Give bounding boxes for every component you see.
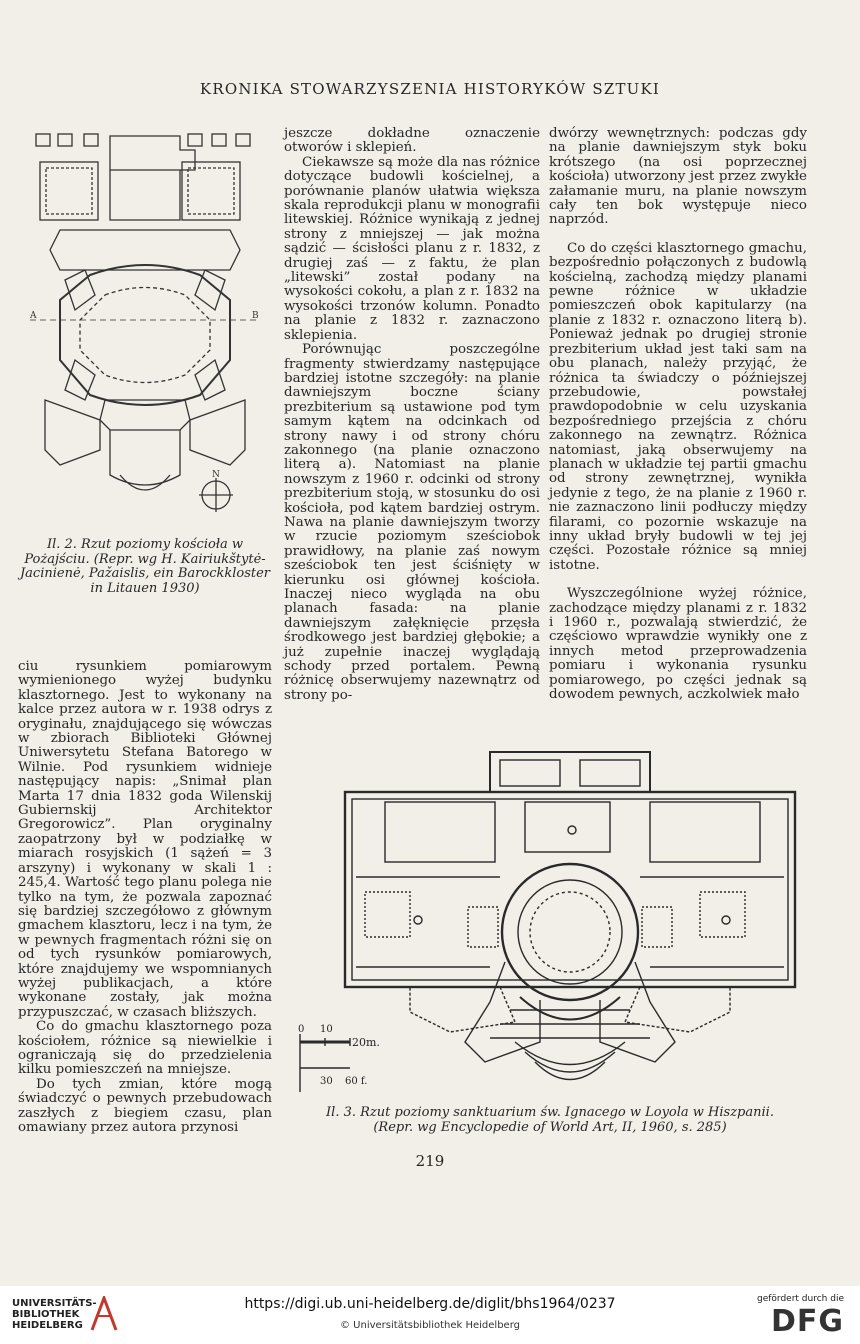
column-right [549,127,807,702]
figure-3-sanctuary-plan [290,742,810,1102]
library-logo-line: BIBLIOTHEK [12,1309,80,1320]
paragraph: Co do gmachu klasztornego poza kościołem, różnice są niewielkie i ograniczają się do przedzielenia kilku pomieszczeń na mniejsze. [18,1019,272,1078]
paragraph: Ciekawsze są może dla nas różnice dotyczące budowli kościelnej, a porównanie planów ułatwia większa skala reprodukcji planu w monografii litewskiej. Różnice wynikają z jednej strony z mniejszej — jak można sądzić — ścisłości planu z r. 1832, z drugiej zaś — z faktu, że plan „litewski” został podany na wysokości cokołu, a plan z r. 1832 na wysokości trzonów kolumn. Ponadto na planie z 1832 r. zaznaczono sklepienia. [284,154,540,343]
figure-3-caption-line: Il. 3. Rzut poziomy sanktuarium św. Ignacego w Loyola w Hiszpanii. [326,1105,774,1120]
paragraph: Do tych zmian, które mogą świadczyć o pewnych przebudowach zaszłych z biegiem czasu, plan omawiany przez autora przynosi [18,1076,272,1135]
copyright-text: © Universitätsbibliothek Heidelberg [339,1320,520,1331]
paragraph: Porównując poszczególne fragmenty stwierdzamy następujące bardziej istotne szczegóły: na planie dawniejszym boczne ściany prezbiterium są ustawione pod tym samym kątem na odcinkach od strony nawy i od strony chóru zakonnego (na planie oznaczono literą a). Natomiast na planie nowszym z 1960 r. odcinki od strony prezbiterium stoją, w stosunku do osi kościoła, pod kątem bardziej ostrym. Nawa na planie dawniejszym tworzy w rzucie poziomym sześciobok prawidłowy, na planie zaś nowym sześciobok ten jest ściśnięty w kierunku osi głównej kościoła. Inaczej nieco wygląda na obu planach fasada: na planie dawniejszym załęknięcie przęsła środkowego jest bardziej głębokie; a już zupełnie inaczej wyglądają schody przed portalem. Pewną różnicę obserwujemy nazewnątrz od strony po- [284,342,540,703]
axis-label-a: A [30,311,37,321]
scale-label-20m: 20m. [352,1036,380,1049]
figure-2-church-plan [30,130,270,520]
dfg-logo[interactable]: DFG [770,1304,844,1339]
paragraph: Co do części klasztornego gmachu, bezpośrednio połączonych z budowlą kościelną, zachodzą między planami pewne różnice w układzie pomieszczeń obok kapitularzy (na planie z 1832 r. oznaczono literą b). Ponieważ jednak po drugiej stronie prezbiterium układ jest taki sam na obu planach, należy przyjąć, że różnica ta świadczy o późniejszej przebudowie, powstałej prawdopodobnie w celu uzyskania bezpośredniego przejścia z chóru zakonnego na zewnątrz. Różnica natomiast, jaką obserwujemy na planach w układzie tej partii gmachu od strony zewnętrznej, wynikła jedynie z tego, że na planie z 1960 r. nie zaznaczono linii podłuczy między filarami, co pozornie wskazuje na inny układ bryły budowli w tej jej części. Pozostałe różnice są mniej istotne. [549,240,807,573]
scale-label-30: 30 [320,1076,333,1087]
library-logo-line: UNIVERSITÄTS- [12,1298,97,1309]
scale-label-0: 0 [298,1024,305,1035]
figure-2-caption-text: Il. 2. Rzut poziomy kościoła w Pożajściu. (Repr. wg H. Kairiukštytė-Jacinienė, Pažaislis, ein Barockkloster in Litauen 1930) [19,537,271,596]
figure-3-caption-line: (Repr. wg Encyclopedie of World Art, II, 1960, s. 285) [373,1119,727,1135]
paragraph: Wyszczególnione wyżej różnice, zachodzące między planami z r. 1832 i 1960 r., pozwalają stwierdzić, że częściowo wprawdzie wynikły one z innych metod przeprowadzenia pomiaru i wykonania rysunku pomiarowego, po części jednak są dowodem pewnych, aczkolwiek mało [549,586,807,703]
page-number: 219 [415,1152,445,1170]
column-middle [284,127,540,703]
running-header: KRONIKA STOWARZYSZENIA HISTORYKÓW SZTUKI [199,80,661,98]
figure-3-caption [290,1106,810,1135]
axis-label-b: B [252,311,259,321]
library-logo-line: HEIDELBERG [12,1320,83,1331]
compass-label: N [212,470,220,480]
source-url-link[interactable]: https://digi.ub.uni-heidelberg.de/diglit/bhs1964/0237 [244,1296,616,1312]
column-left-bottom [18,660,272,1135]
footer-bar [0,1286,860,1344]
paragraph: jeszcze dokładne oznaczenie otworów i sklepień. [284,126,540,156]
scale-label-60f: 60 f. [345,1076,368,1087]
scale-label-10: 10 [320,1024,333,1035]
paragraph: dwórzy wewnętrznych: podczas gdy na planie dawniejszym styk boku krótszego (na osi poprzecznej kościoła) utworzony jest przez zwykłe załamanie muru, na planie nowszym cały ten bok występuje nieco naprzód. [549,126,807,228]
paragraph: ciu rysunkiem pomiarowym wymienionego wyżej budynku klasztornego. Jest to wykonany na kalce przez autora w r. 1938 odrys z oryginału, znajdującego się wówczas w zbiorach Biblioteki Głównej Uniwersytetu Stefana Batorego w Wilnie. Pod rysunkiem widnieje następujący napis: „Snimał plan Marta 17 dnia 1832 goda Wilenskij Gubiernskij Architektor Gregorowicz”. Plan oryginalny zaopatrzony był w podziałkę w miarach rosyjskich (1 sążeń = 3 arszyny) i wykonany w skali 1 : 245,4. Wartość tego planu polega nie tylko na tym, że pozwala zapoznać się bardziej szczegółowo z głównym gmachem klasztoru, lecz i na tym, że w pewnych fragmentach różni się on od tych rysunków pomiarowych, które znajdujemy we wspomnianych wyżej publikacjach, a które wykonane zostały, jak można przypuszczać, w czasach bliższych. [18,659,272,1020]
dfg-caption: gefördert durch die [757,1294,844,1304]
figure-2-caption [14,538,276,596]
